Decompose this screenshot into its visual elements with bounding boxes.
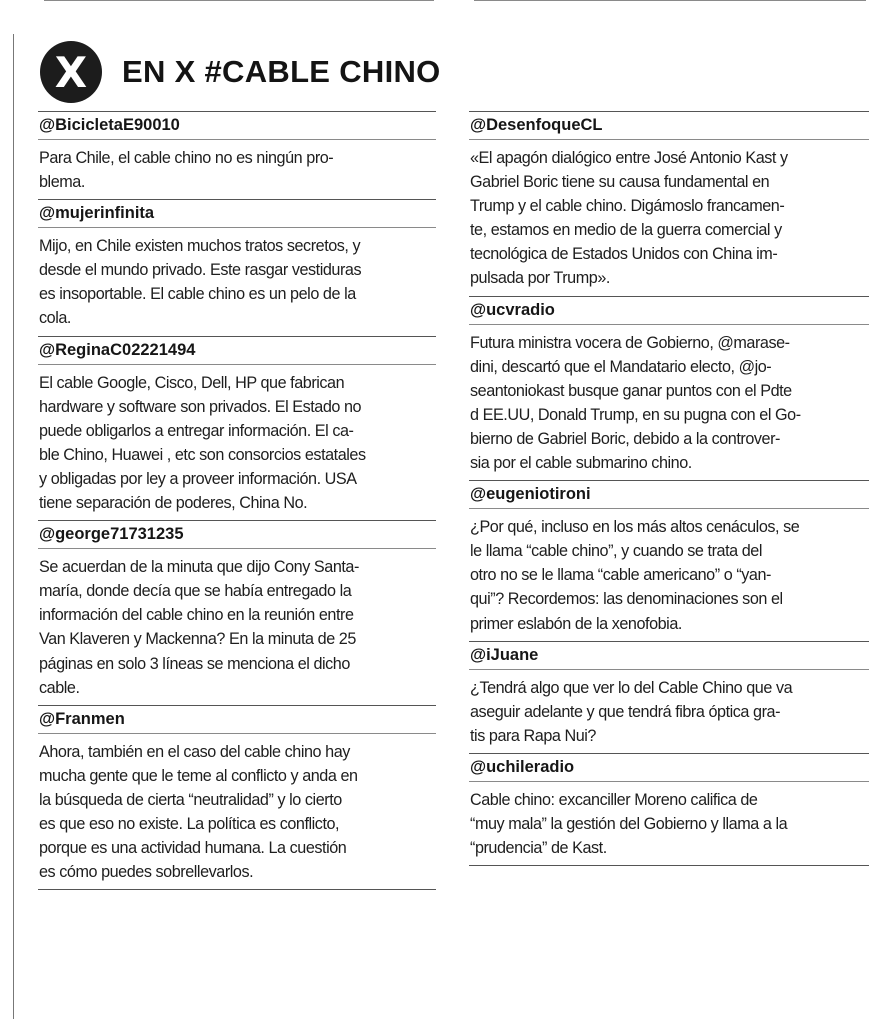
post-text-line: Se acuerdan de la minuta que dijo Cony Santa- [39,558,359,577]
post-text-line: «El apagón dialógico entre José Antonio Kast y [470,149,788,167]
section-title: EN X #CABLE CHINO [122,54,441,89]
post-text-line: tis para Rapa Nui? [470,726,596,745]
post-text-line: Gabriel Boric tiene su causa fundamental en [470,173,770,192]
post-text-line: maría, donde decía que se había entregado la [39,582,352,601]
post-text [469,325,869,481]
post-text [469,782,869,865]
post-handle[interactable]: @eugeniotironi [469,481,869,509]
post-text [38,228,436,335]
post-text-line: le llama “cable chino”, y cuando se trata del [470,542,762,561]
post-text-line: páginas en solo 3 líneas se menciona el dicho [39,654,350,673]
post-text-line: Mijo, en Chile existen muchos tratos secretos, y [39,237,361,256]
post-text-line: y obligadas por ley a proveer información. USA [39,469,357,488]
post-text-line: blema. [39,173,85,192]
top-rule-left [44,0,434,1]
post-text-line: es insoportable. El cable chino es un pelo de la [39,285,356,304]
section-header [40,38,441,106]
post-text-line: ¿Tendrá algo que ver lo del Cable Chino que va [470,678,793,697]
post-text-line: es que eso no existe. La política es conflicto, [39,814,340,833]
post-text-line: tiene separación de poderes, China No. [39,494,308,513]
top-rule-right [474,0,866,1]
post-item [469,480,869,640]
post-text-line: El cable Google, Cisco, Dell, HP que fabrican [39,373,345,392]
post-item [469,111,869,296]
post-handle[interactable]: @george71731235 [38,521,436,549]
post-item [38,520,436,705]
post-text-line: Ahora, también en el caso del cable chino hay [39,742,350,761]
post-handle[interactable]: @DesenfoqueCL [469,112,869,140]
post-text-line: puede obligarlos a entregar información. El ca- [39,421,354,440]
post-handle[interactable]: @ReginaC02221494 [38,337,436,365]
left-margin-rule [13,34,14,1019]
post-handle[interactable]: @ucvradio [469,297,869,325]
post-text-line: d EE.UU, Donald Trump, en su pugna con el Go- [470,405,801,424]
post-text-line: tecnológica de Estados Unidos con China im- [470,245,778,264]
post-text [38,549,436,705]
post-text-line: información del cable chino en la reunión entre [39,606,354,625]
left-column [38,111,436,890]
post-text-line: porque es una actividad humana. La cuestión [39,839,347,858]
post-item [38,111,436,199]
post-text [469,509,869,640]
post-text-line: aseguir adelante y que tendrá fibra óptica gra- [470,702,781,721]
post-text-line: Cable chino: excanciller Moreno califica de [470,790,758,809]
post-text-line: otro no se le llama “cable americano” o “yan- [470,566,771,585]
post-text [38,140,436,199]
post-text-line: Para Chile, el cable chino no es ningún pro- [39,149,334,167]
post-item [469,641,869,753]
post-item [38,705,436,890]
post-text-line: la búsqueda de cierta “neutralidad” y lo cierto [39,790,342,809]
post-item [469,753,869,865]
post-text-line: ble Chino, Huawei , etc son consorcios estatales [39,445,366,464]
column-end-rule [38,889,436,890]
post-handle[interactable]: @mujerinfinita [38,200,436,228]
post-text-line: mucha gente que le teme al conflicto y anda en [39,766,358,785]
post-text-line: “muy mala” la gestión del Gobierno y llama a la [470,814,788,833]
post-text [38,734,436,890]
post-text-line: desde el mundo privado. Este rasgar vestiduras [39,261,362,280]
post-text-line: seantoniokast busque ganar puntos con el Pdte [470,381,792,400]
post-text-line: “prudencia” de Kast. [470,839,607,858]
post-text-line: qui”? Recordemos: las denominaciones son el [470,590,783,609]
post-text-line: hardware y software son privados. El Estado no [39,397,362,416]
post-text-line: ¿Por qué, incluso en los más altos cenáculos, se [470,518,800,537]
post-text-line: Trump y el cable chino. Digámoslo francamen- [470,197,785,216]
post-text [469,670,869,753]
post-text-line: cola. [39,309,71,328]
post-text-line: Futura ministra vocera de Gobierno, @marase- [470,333,790,352]
post-text-line: primer eslabón de la xenofobia. [470,614,682,633]
post-handle[interactable]: @Franmen [38,706,436,734]
column-end-rule [469,865,869,866]
post-item [469,296,869,481]
post-handle[interactable]: @uchileradio [469,754,869,782]
post-text-line: dini, descartó que el Mandatario electo, @jo- [470,357,772,376]
x-logo-icon: X [40,41,102,103]
post-text-line: cable. [39,678,80,697]
post-text-line: pulsada por Trump». [470,269,610,288]
post-text [38,365,436,521]
post-text-line: Van Klaveren y Mackenna? En la minuta de 25 [39,630,356,649]
post-text [469,140,869,296]
post-text-line: te, estamos en medio de la guerra comercial y [470,221,782,240]
post-item [38,199,436,335]
post-handle[interactable]: @BicicletaE90010 [38,112,436,140]
post-text-line: sia por el cable submarino chino. [470,454,692,473]
post-item [38,336,436,521]
post-text-line: bierno de Gabriel Boric, debido a la controver- [470,429,780,448]
post-handle[interactable]: @iJuane [469,642,869,670]
right-column [469,111,869,866]
post-text-line: es cómo puedes sobrellevarlos. [39,863,254,882]
